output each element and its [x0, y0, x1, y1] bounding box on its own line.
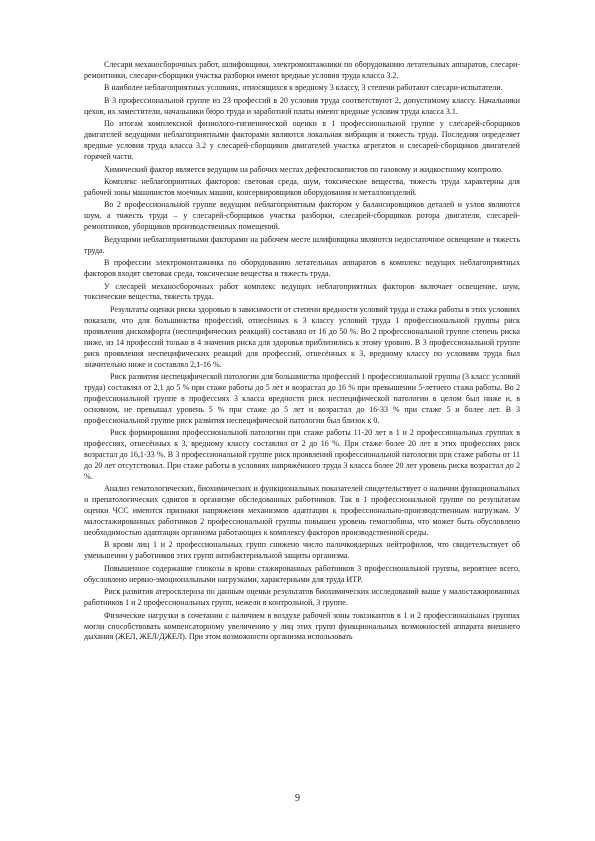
paragraph: Химический фактор является ведущим на рабочих местах дефектоскопистов по газовому и жидкостному контролю.: [104, 164, 503, 174]
paragraph: Физические нагрузки в сочетании с наличием в воздухе рабочей зоны токсикантов в 1 и 2 профессиональных группах могли способствовать компенсаторному увеличению у лиц этих групп функциональных возможностей аппарата внешнего дыхания (ЖЕЛ, ЖЕЛ/ДЖЕЛ). При этом возможности организма использовать: [84, 610, 520, 642]
paragraph: Ведущими неблагоприятными факторами на рабочем месте шлифовщика являются недостаточное освещение и тяжесть труда.: [84, 234, 520, 255]
page-number: 9: [295, 793, 300, 804]
body-text: [84, 60, 520, 645]
paragraph: По итогам комплексной физиолого-гигиенической оценки в 1 профессиональной группе у слесарей-сборщиков двигателей ведущими неблагоприятными факторами являются локальная вибрация и тяжесть труда. Последняя определяет вредные условия труда класса 3.2 у слесарей-сборщиков двигателей участка агрегатов и слесарей-сборщиков двигателей горячей части.: [84, 119, 520, 162]
paragraph: В крови лиц 1 и 2 профессиональных групп снижено число палочкоядерных нейтрофилов, что свидетельствует об уменьшении у работников этих групп антибактериальной защиты организма.: [84, 540, 520, 561]
paragraph: В наиболее неблагоприятных условиях, относящихся к вредному 3 классу, 3 степени работают слесари-испытатели.: [104, 83, 503, 93]
paragraph: Риск развития атеросклероза по данным оценки результатов биохимических исследований выше у малостажированных работников 1 и 2 профессиональных групп, нежели в контрольной, 3 группе.: [84, 587, 520, 608]
paragraph: Риск развития неспецифической патологии для большинства профессий 1 профессиональной группы (3 класс условий труда) составлял от 2,1 до 5 % при стаже работы до 5 лет и возрастал до 16 % при превышении 5-летнего стажа работы. Во 2 профессиональной группе в профессиях 3 класса вредности риск неспецифической патологии в целом был ниже и, в основном, не превышал уровень 5 % при стаже до 5 лет и возрастал до 16-33 % при стаже 5 и более лет. В 3 профессиональной группе риск развития неспецифической патологии был близок к 0.: [84, 372, 520, 425]
paragraph: Слесари механосборочных работ, шлифовщики, электромонтажники по оборудованию летательных аппаратов, слесари-ремонтники, слесари-сборщики участка разборки имеют вредные условия труда класса 3.2.: [84, 60, 520, 80]
paragraph: Во 2 профессиональной группе ведущим неблагоприятным фактором у балансировщиков деталей и узлов являются шум, а тяжесть труда – у слесарей-сборщиков участка разборки, слесарей-сборщиков ротора двигателя, слесарей-ремонтников, уборщиков производственных помещений.: [84, 200, 520, 232]
paragraph: Риск формирования профессиональной патологии при стаже работы 11-20 лет в 1 и 2 профессиональных группах в профессиях, отнесённых к 3, вредному классу составлял от 2 до 16 %. При стаже более 20 лет в этих профессиях риск возрастал до 16,1-33 %. В 3 профессиональной группе риск проявлений профессиональной патологии при стаже работы от 11 до 20 лет отсутствовал. При стаже работы в условиях напряжённого труда 3 класса более 20 лет уровень риска возрастал до 2 %.: [84, 428, 520, 481]
paragraph: У слесарей механосборочных работ комплекс ведущих неблагоприятных факторов включает освещение, шум, токсические вещества, тяжесть труда.: [84, 281, 520, 302]
paragraph: Комплекс неблагоприятных факторов: световая среда, шум, токсические вещества, тяжесть труда характерны для рабочей зоны машинистов моечных машин, консервировщиков оборудования и металлоизделий.: [84, 177, 520, 197]
paragraph: В 3 профессиональной группе из 23 профессий в 20 условия труда соответствуют 2, допустимому классу. Начальники цехов, их заместители, начальники бюро труда и заработной платы имеют вредные условия труда класса 3.1.: [84, 95, 520, 116]
paragraph: Повышенное содержание глюкозы в крови стажированных работников 3 профессиональной группы, вероятнее всего, обусловлено нервно-эмоциональными нагрузками, характерными для труда ИТР.: [84, 563, 520, 584]
paragraph: В профессии электромонтажника по оборудованию летательных аппаратов в комплекс ведущих неблагоприятных факторов входят световая среда, токсические вещества и тяжесть труда.: [84, 258, 520, 279]
paragraph: Анализ гематологических, биохимических и функциональных показателей свидетельствует о наличии функциональных и препатологических сдвигов в организме обследованных работников. Так в 1 профессиональной группе по результатам оценки ЧСС имеются признаки напряжения механизмов адаптации к профессионально-производственным нагрузкам. У малостажированных работников 2 профессиональной группы повышен уровень гемоглобина, что может быть обусловлено необходимостью адаптации организма работающих к комплексу факторов производственной среды.: [84, 484, 520, 537]
paragraph: Результаты оценки риска здоровью в зависимости от степени вредности условий труда и стажа работы в этих условиях показали, что для большинства профессий, отнесённых к 3 классу условий труда 1 профессиональной группы риск проявления дискомфорта (неспецифических реакций) составлял от 16 до 50 %. Во 2 профессиональной группе степень риска ниже, из 14 профессий только в 4 значения риска для здоровья приблизились к этому уровню. В 3 профессиональной группе риск проявления неспецифических реакций для профессий, отнесённых к 3, вредному классу по условиям труда был значительно ниже и составлял 2,1-16 %.: [84, 304, 520, 369]
